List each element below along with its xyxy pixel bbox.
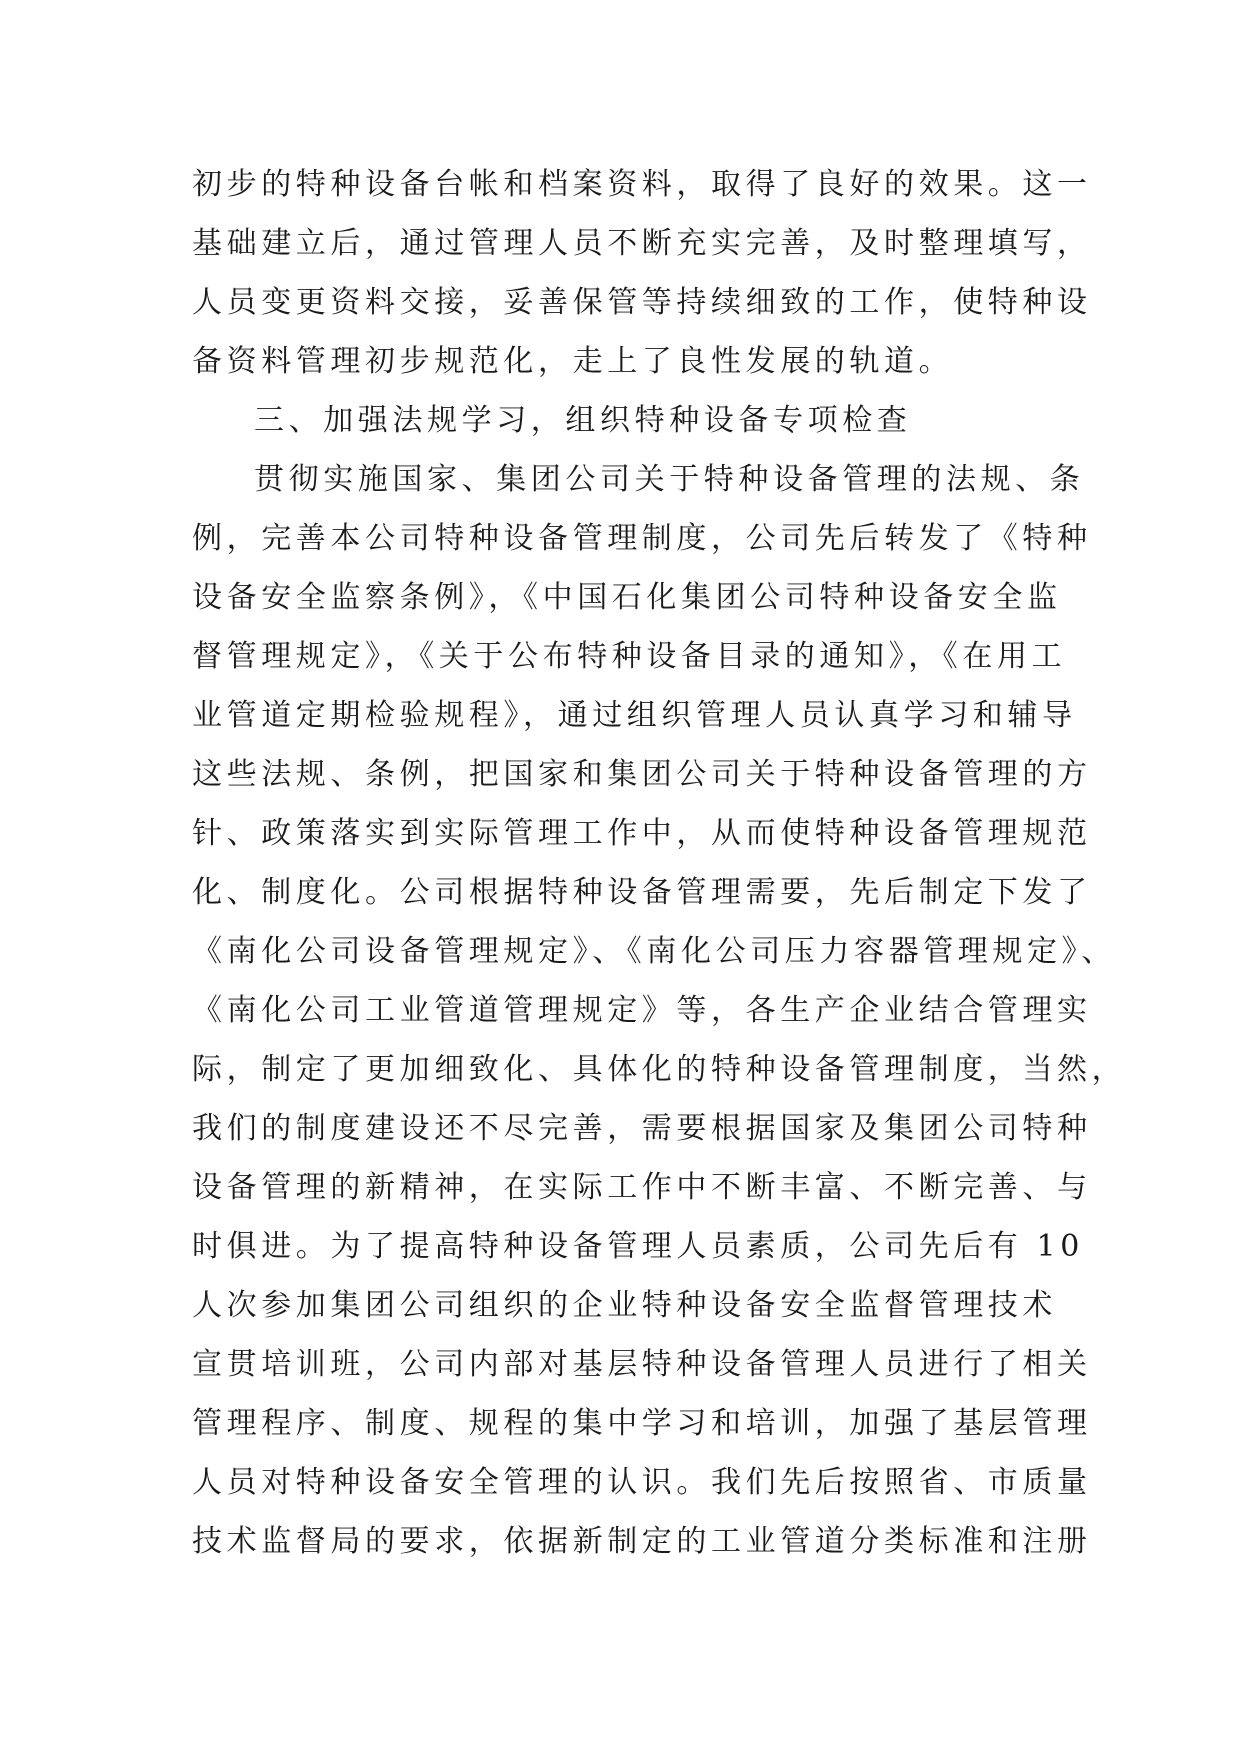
body-text bbox=[192, 155, 1127, 1571]
text-line: 例，完善本公司特种设备管理制度，公司先后转发了《特种 bbox=[192, 521, 1092, 556]
text-line: 化、制度化。公司根据特种设备管理需要，先后制定下发了 bbox=[192, 875, 1092, 910]
text-line: 初步的特种设备台帐和档案资料，取得了良好的效果。这一 bbox=[192, 167, 1092, 202]
text-line: 业管道定期检验规程》，通过组织管理人员认真学习和辅导 bbox=[192, 698, 1077, 733]
text-line: 际，制定了更加细致化、具体化的特种设备管理制度，当然， bbox=[192, 1052, 1127, 1087]
text-line: 管理程序、制度、规程的集中学习和培训，加强了基层管理 bbox=[192, 1406, 1092, 1441]
text-line: 人员对特种设备安全管理的认识。我们先后按照省、市质量 bbox=[192, 1465, 1092, 1500]
text-line: 备资料管理初步规范化，走上了良性发展的轨道。 bbox=[192, 344, 954, 379]
section-heading: 三、加强法规学习，组织特种设备专项检查 bbox=[254, 403, 912, 438]
text-line: 时俱进。为了提高特种设备管理人员素质，公司先后有 10 bbox=[192, 1229, 1084, 1264]
text-line: 针、政策落实到实际管理工作中，从而使特种设备管理规范 bbox=[192, 816, 1092, 851]
text-line: 技术监督局的要求，依据新制定的工业管道分类标准和注册 bbox=[192, 1524, 1092, 1559]
text-line: 基础建立后，通过管理人员不断充实完善，及时整理填写， bbox=[192, 226, 1092, 261]
text-line: 贯彻实施国家、集团公司关于特种设备管理的法规、条 bbox=[254, 462, 1085, 497]
text-line: 设备管理的新精神，在实际工作中不断丰富、不断完善、与 bbox=[192, 1170, 1092, 1205]
text-line: 《南化公司设备管理规定》、《南化公司压力容器管理规定》、 bbox=[192, 934, 1116, 969]
text-line: 人次参加集团公司组织的企业特种设备安全监督管理技术 bbox=[192, 1288, 1057, 1323]
text-line: 督管理规定》，《关于公布特种设备目录的通知》，《在用工 bbox=[192, 639, 1067, 674]
text-line: 我们的制度建设还不尽完善，需要根据国家及集团公司特种 bbox=[192, 1111, 1092, 1146]
text-line: 《南化公司工业管道管理规定》等，各生产企业结合管理实 bbox=[192, 993, 1092, 1028]
text-line: 人员变更资料交接，妥善保管等持续细致的工作，使特种设 bbox=[192, 285, 1092, 320]
text-line: 这些法规、条例，把国家和集团公司关于特种设备管理的方 bbox=[192, 757, 1092, 792]
text-line: 设备安全监察条例》，《中国石化集团公司特种设备安全监 bbox=[192, 580, 1062, 615]
text-line: 宣贯培训班，公司内部对基层特种设备管理人员进行了相关 bbox=[192, 1347, 1092, 1382]
